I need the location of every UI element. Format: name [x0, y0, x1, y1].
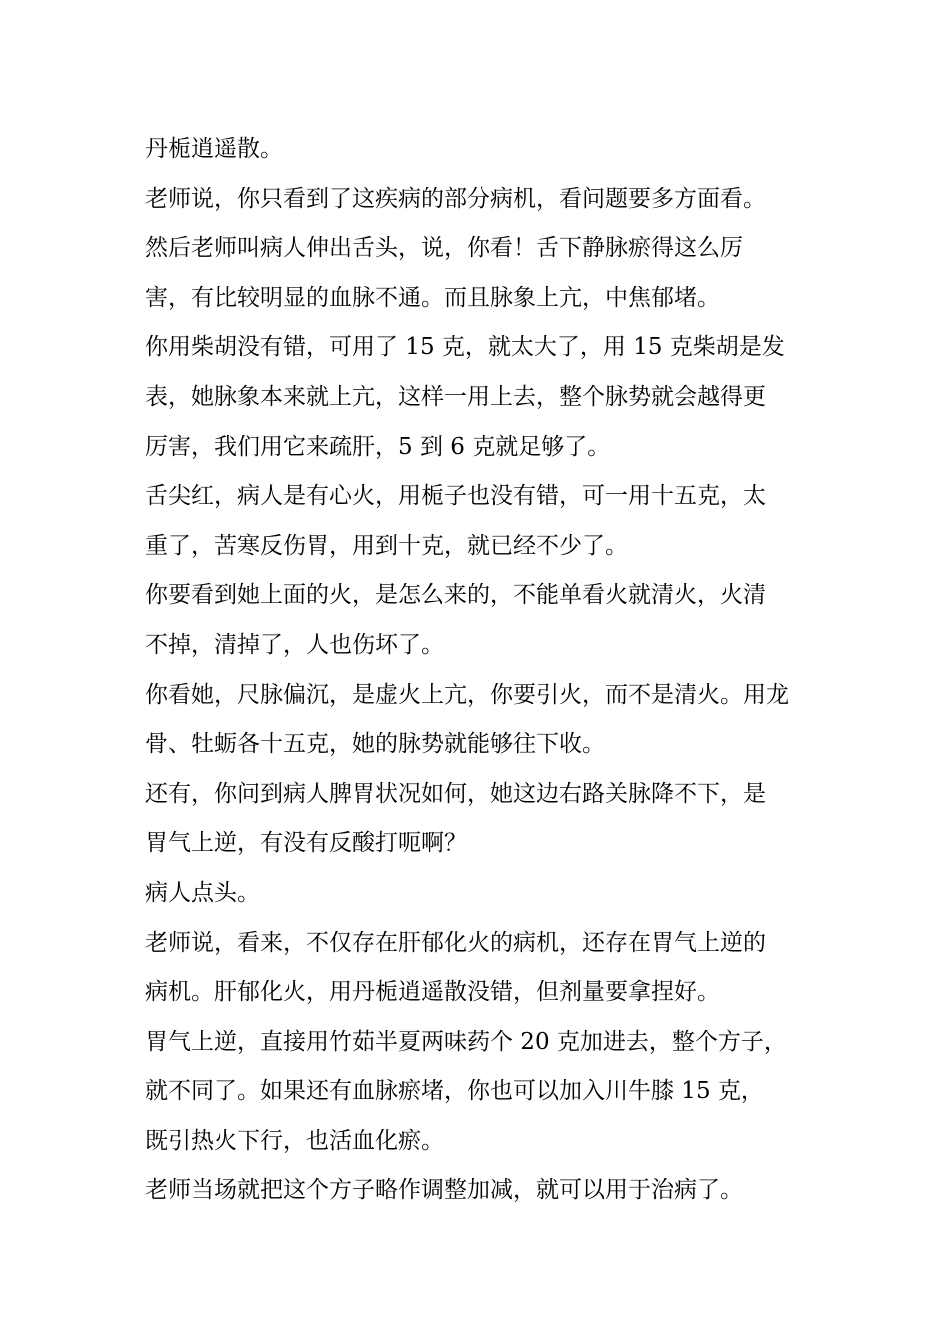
text-line: 你看她，尺脉偏沉，是虚火上亢，你要引火，而不是清火。用龙 [145, 681, 789, 708]
text-line: 就不同了。如果还有血脉瘀堵，你也可以加入川牛膝 15 克， [145, 1078, 764, 1105]
text-line: 害，有比较明显的血脉不通。而且脉象上亢，中焦郁堵。 [145, 284, 720, 311]
text-line: 既引热火下行，也活血化瘀。 [145, 1127, 444, 1154]
text-line: 还有，你问到病人脾胃状况如何，她这边右路关脉降不下，是 [145, 780, 766, 807]
text-line: 厉害，我们用它来疏肝，5 到 6 克就足够了。 [145, 433, 611, 460]
text-line: 不掉，清掉了，人也伤坏了。 [145, 631, 444, 658]
text-line: 胃气上逆，直接用竹茹半夏两味药个 20 克加进去，整个方子， [145, 1028, 787, 1055]
text-line: 重了，苦寒反伤胃，用到十克，就已经不少了。 [145, 532, 628, 559]
text-line: 表，她脉象本来就上亢，这样一用上去，整个脉势就会越得更 [145, 383, 766, 410]
text-line: 骨、牡蛎各十五克，她的脉势就能够往下收。 [145, 731, 605, 758]
text-line: 你用柴胡没有错，可用了 15 克，就太大了，用 15 克柴胡是发 [145, 334, 785, 361]
text-line: 舌尖红，病人是有心火，用栀子也没有错，可一用十五克，太 [145, 483, 766, 510]
text-line: 然后老师叫病人伸出舌头，说，你看！舌下静脉瘀得这么厉 [145, 235, 743, 262]
text-line: 你要看到她上面的火，是怎么来的，不能单看火就清火，火清 [145, 582, 766, 609]
text-line: 胃气上逆，有没有反酸打呃啊？ [145, 830, 467, 857]
text-line: 病机。肝郁化火，用丹栀逍遥散没错，但剂量要拿捏好。 [145, 979, 720, 1006]
text-line: 丹栀逍遥散。 [145, 136, 283, 162]
document-body [145, 125, 820, 1216]
text-line: 老师说，看来，不仅存在肝郁化火的病机，还存在胃气上逆的 [145, 929, 766, 956]
text-line: 老师说，你只看到了这疾病的部分病机，看问题要多方面看。 [145, 185, 766, 212]
text-line: 病人点头。 [145, 879, 260, 906]
text-line: 老师当场就把这个方子略作调整加减，就可以用于治病了。 [145, 1177, 743, 1204]
